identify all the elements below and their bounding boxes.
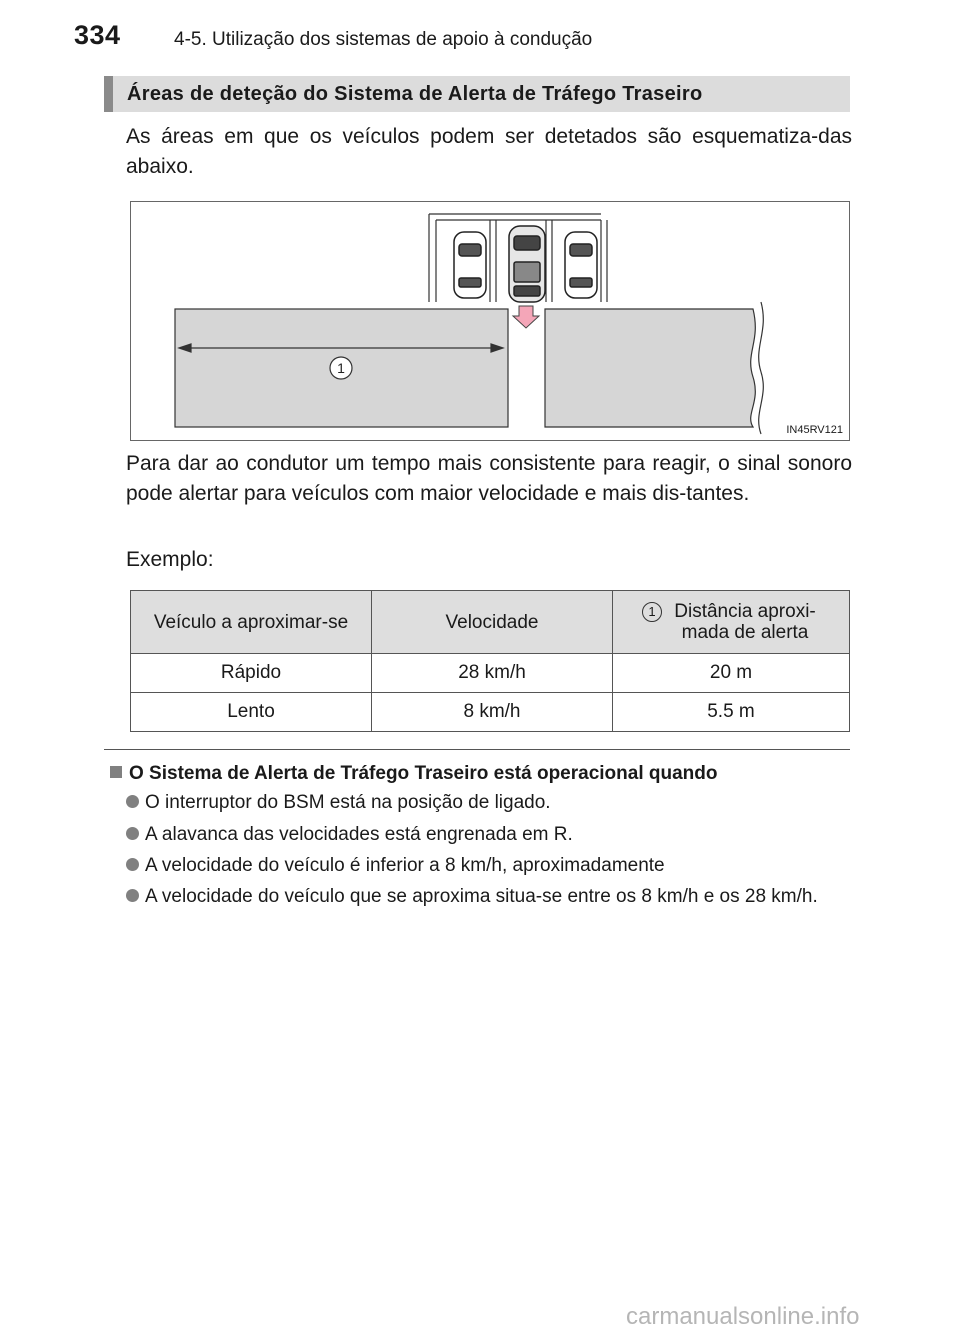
list-item [126, 790, 852, 815]
figure-code: IN45RV121 [786, 424, 843, 436]
page-number: 334 [74, 20, 121, 50]
callout-1-badge: 1 [642, 602, 662, 622]
table-header-cell: Veículo a aproximar-se [131, 591, 372, 654]
table-cell: 20 m [613, 654, 850, 693]
list-item-text: A velocidade do veículo que se aproxima situa-se entre os 8 km/h e os 28 km/h. [145, 886, 818, 907]
bullet-icon [126, 858, 139, 871]
example-table [130, 590, 850, 732]
parked-car-left [454, 232, 486, 298]
operational-heading-text: O Sistema de Alerta de Tráfego Traseiro está operacional quando [129, 763, 718, 784]
table-header-cell: Velocidade [372, 591, 613, 654]
table-header-distance: Distância aproxi-mada de alerta [674, 601, 816, 643]
detection-zone-right [545, 309, 755, 427]
table-cell: 5.5 m [613, 693, 850, 732]
bullet-icon [126, 889, 139, 902]
detection-area-figure [130, 201, 850, 441]
table-row [131, 654, 850, 693]
table-row [131, 693, 850, 732]
section-heading: 4-5. Utilização dos sistemas de apoio à condução [174, 29, 593, 50]
parked-car-right [565, 232, 597, 298]
example-label: Exemplo: [126, 548, 214, 571]
list-item-text: A alavanca das velocidades está engrenada em R. [145, 824, 573, 845]
operational-heading [110, 763, 717, 785]
table-cell: Rápido [131, 654, 372, 693]
reversing-car [509, 226, 545, 302]
list-item [126, 884, 852, 909]
watermark: carmanualsonline.info [626, 1303, 860, 1330]
divider [104, 749, 850, 750]
table-cell: 28 km/h [372, 654, 613, 693]
square-bullet-icon [110, 766, 122, 778]
table-cell: 8 km/h [372, 693, 613, 732]
detection-area-diagram [131, 202, 851, 442]
break-line [759, 302, 764, 434]
section-title: Áreas de deteção do Sistema de Alerta de Tráfego Traseiro [127, 83, 703, 105]
table-cell: Lento [131, 693, 372, 732]
second-paragraph: Para dar ao condutor um tempo mais consistente para reagir, o sinal sonoro pode alertar para veículos com maior velocidade e mais dis-tantes. [126, 452, 852, 505]
intro-paragraph: As áreas em que os veículos podem ser detetados são esquematiza-das abaixo. [126, 125, 852, 178]
list-item [126, 822, 852, 847]
table-header-row [131, 591, 850, 654]
section-title-bar [104, 76, 850, 112]
callout-1-label: 1 [337, 360, 345, 376]
reverse-arrow [513, 306, 539, 328]
list-item-text: O interruptor do BSM está na posição de ligado. [145, 792, 551, 813]
table-header-cell [613, 591, 850, 654]
bullet-icon [126, 827, 139, 840]
list-item-text: A velocidade do veículo é inferior a 8 km/h, aproximadamente [145, 855, 665, 876]
list-item [126, 853, 852, 878]
bullet-icon [126, 795, 139, 808]
